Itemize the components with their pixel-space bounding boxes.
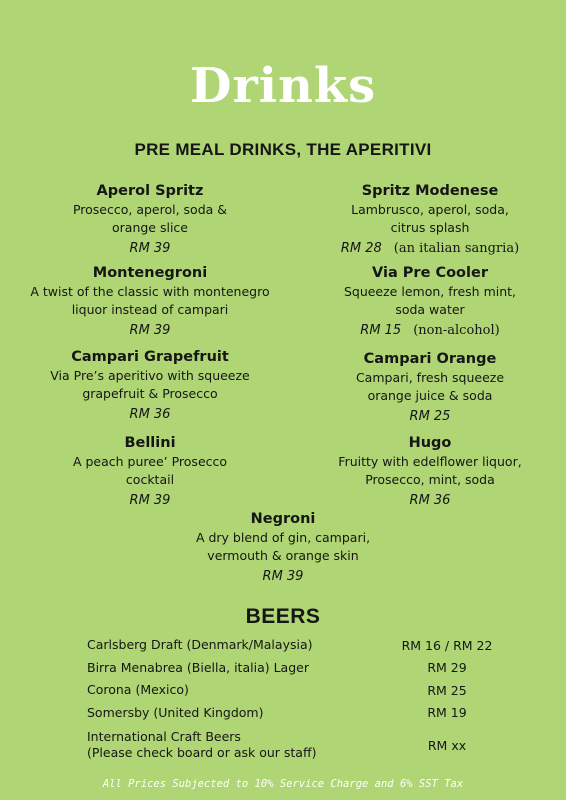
item-price: RM 25 xyxy=(409,409,451,424)
item-price: RM 39 xyxy=(129,323,171,338)
beer-name: Somersby (United Kingdom) xyxy=(87,704,264,720)
item-price-line xyxy=(310,321,550,341)
item-name: Hugo xyxy=(408,435,452,451)
item-description: cocktail xyxy=(125,472,175,487)
item-note: (an italian sangria) xyxy=(393,241,520,256)
beer-price: RM 16 / RM 22 xyxy=(401,637,493,653)
menu-item-spritz-modenese xyxy=(310,182,550,259)
menu-item-hugo xyxy=(310,434,550,511)
beer-price: RM xx xyxy=(427,737,467,753)
item-price: RM 39 xyxy=(262,569,304,584)
menu-item-montenegroni xyxy=(30,264,270,341)
item-description: soda water xyxy=(395,302,465,317)
menu-item-aperol-spritz xyxy=(30,182,270,259)
item-description: A dry blend of gin, campari, xyxy=(195,530,371,545)
beer-row xyxy=(87,679,507,702)
item-name: Montenegroni xyxy=(92,265,208,281)
item-description: liquor instead of campari xyxy=(71,302,229,317)
price-disclaimer: All Prices Subjected to 10% Service Charge and 6% SST Tax xyxy=(102,778,464,790)
aperitivi-heading: PRE MEAL DRINKS, THE APERITIVI xyxy=(134,140,432,159)
item-description: Campari, fresh squeeze xyxy=(355,370,505,385)
beer-name: Corona (Mexico) xyxy=(87,682,189,698)
menu-item-campari-grapefruit xyxy=(30,348,270,425)
item-description: A twist of the classic with montenegro xyxy=(30,284,270,299)
page-title: Drinks xyxy=(189,58,377,114)
item-description: orange slice xyxy=(112,220,188,235)
item-price: RM 39 xyxy=(129,493,171,508)
item-description: vermouth & orange skin xyxy=(207,548,359,563)
beer-price: RM 29 xyxy=(427,660,467,676)
menu-item-via-pre-cooler xyxy=(310,264,550,341)
item-price: RM 39 xyxy=(129,241,171,256)
beer-name-line: International Craft Beers xyxy=(87,729,241,744)
beer-row xyxy=(87,702,507,725)
beer-price: RM 25 xyxy=(427,682,467,698)
menu-item-campari-orange xyxy=(310,350,550,427)
item-description: Prosecco, mint, soda xyxy=(365,472,495,487)
item-name: Campari Grapefruit xyxy=(71,349,229,365)
beer-row xyxy=(87,657,507,680)
beers-heading: BEERS xyxy=(245,605,321,628)
beer-row xyxy=(87,726,507,764)
item-name: Aperol Spritz xyxy=(96,183,204,199)
beer-name: Carlsberg Draft (Denmark/Malaysia) xyxy=(87,637,313,653)
beer-price: RM 19 xyxy=(427,705,467,721)
item-description: citrus splash xyxy=(390,220,470,235)
item-price: RM 28 xyxy=(340,241,382,256)
beers-list xyxy=(87,634,507,764)
item-description: grapefruit & Prosecco xyxy=(82,386,218,401)
item-description: Fruitty with edelflower liquor, xyxy=(338,454,522,469)
item-name: Negroni xyxy=(250,511,316,527)
item-description: A peach puree’ Prosecco xyxy=(72,454,228,469)
beer-row xyxy=(87,634,507,657)
item-name: Bellini xyxy=(124,435,176,451)
item-name: Campari Orange xyxy=(363,351,497,367)
item-description: Via Pre’s aperitivo with squeeze xyxy=(50,368,250,383)
item-note: (non-alcohol) xyxy=(413,323,500,338)
item-name: Via Pre Cooler xyxy=(372,265,488,281)
item-price: RM 15 xyxy=(360,323,402,338)
beer-name xyxy=(87,729,387,761)
item-description: Prosecco, aperol, soda & xyxy=(72,202,228,217)
item-price: RM 36 xyxy=(409,493,451,508)
item-description: orange juice & soda xyxy=(367,388,493,403)
beer-name: Birra Menabrea (Biella, italia) Lager xyxy=(87,659,309,675)
item-description: Squeeze lemon, fresh mint, xyxy=(343,284,517,299)
item-name: Spritz Modenese xyxy=(361,183,499,199)
menu-item-bellini xyxy=(30,434,270,511)
beer-name-note: (Please check board or ask our staff) xyxy=(87,745,317,760)
menu-item-negroni xyxy=(153,510,413,587)
item-price-line xyxy=(310,239,550,259)
item-description: Lambrusco, aperol, soda, xyxy=(351,202,509,217)
item-price: RM 36 xyxy=(129,407,171,422)
